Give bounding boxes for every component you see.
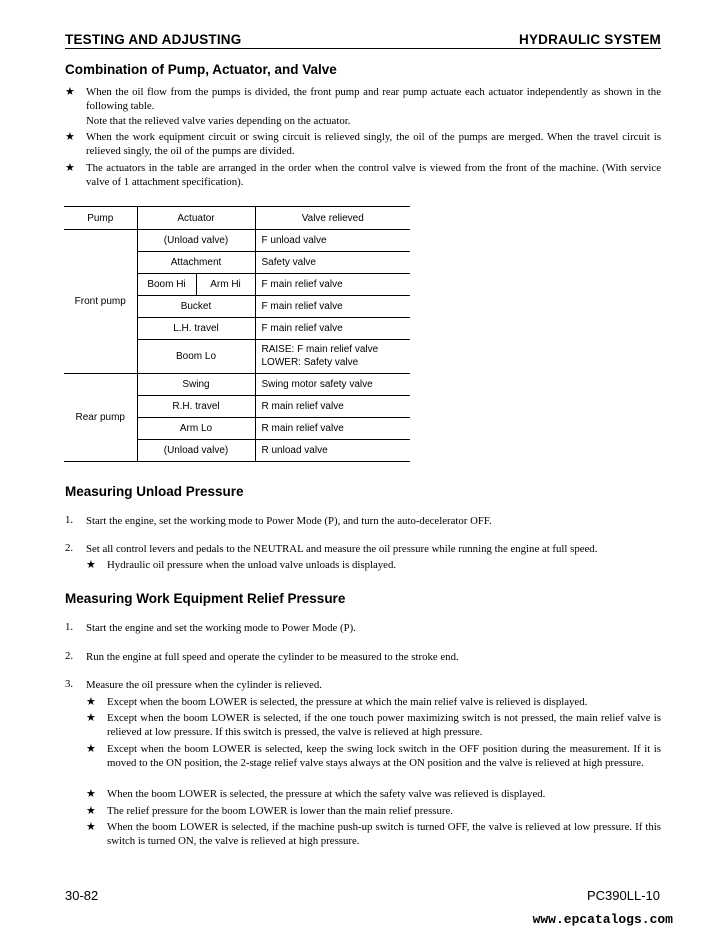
valve-cell: RAISE: F main relief valve LOWER: Safety valve <box>255 340 410 374</box>
note-text: Except when the boom LOWER is selected, keep the swing lock switch in the OFF position during the measurement. If it is moved to the ON position, the 2-stage relief valve stays always at the ON position and the valve is relieved at high pressure. <box>107 743 661 770</box>
front-pump-cell: Front pump <box>64 230 137 374</box>
valve-cell: Swing motor safety valve <box>255 374 410 396</box>
actuator-cell: (Unload valve) <box>137 230 255 252</box>
step-number: 1. <box>65 621 74 633</box>
actuator-cell: Attachment <box>137 252 255 274</box>
valve-cell: F main relief valve <box>255 318 410 340</box>
page-header <box>65 32 661 49</box>
note-text: Except when the boom LOWER is selected, if the one touch power maximizing switch is not pressed, the main relief valve is relieved at low pressure. If this switch is pressed, the valve is relieved at high pressure. <box>107 712 661 739</box>
star-icon: ★ <box>86 696 96 708</box>
valve-cell: F unload valve <box>255 230 410 252</box>
step-text: Start the engine and set the working mode to Power Mode (P). <box>86 622 356 634</box>
header-left: TESTING AND ADJUSTING <box>65 32 242 47</box>
model-number: PC390LL-10 <box>587 888 660 903</box>
watermark: www.epcatalogs.com <box>532 912 673 927</box>
valve-cell: R unload valve <box>255 440 410 462</box>
table-header: Actuator <box>137 207 255 230</box>
actuator-cell: R.H. travel <box>137 396 255 418</box>
note-text: Hydraulic oil pressure when the unload valve unloads is displayed. <box>107 559 397 571</box>
actuator-cell: (Unload valve) <box>137 440 255 462</box>
valve-cell: R main relief valve <box>255 418 410 440</box>
section-title-unload: Measuring Unload Pressure <box>65 484 244 499</box>
star-icon: ★ <box>65 162 75 174</box>
star-icon: ★ <box>65 131 75 143</box>
actuator-cell: Arm Hi <box>196 274 255 296</box>
star-icon: ★ <box>86 805 96 817</box>
step-number: 3. <box>65 678 74 690</box>
step-text: Measure the oil pressure when the cylinder is relieved. <box>86 679 322 691</box>
bullet-text: When the work equipment circuit or swing circuit is relieved singly, the oil of the pumps are merged. When the travel circuit is relieved singly, the oil of the pumps are divided. <box>86 131 661 158</box>
valve-cell: F main relief valve <box>255 296 410 318</box>
pump-actuator-valve-table <box>64 206 410 462</box>
note-text: When the boom LOWER is selected, if the machine push-up switch is turned OFF, the valve is relieved at low pressure. If this switch is turned ON, the valve is relieved at high pressure. <box>107 821 661 848</box>
actuator-cell: Swing <box>137 374 255 396</box>
step-number: 2. <box>65 650 74 662</box>
step-number: 2. <box>65 542 74 554</box>
note-text: The relief pressure for the boom LOWER is lower than the main relief pressure. <box>107 805 453 817</box>
bullet-text: The actuators in the table are arranged in the order when the control valve is viewed from the front of the machine. (With service valve of 1 attachment specification). <box>86 162 661 189</box>
bullet-text: When the oil flow from the pumps is divided, the front pump and rear pump actuate each actuator independently as shown in the following table. Note that the relieved valve varies depending on the actuator. <box>86 86 661 127</box>
step-text: Start the engine, set the working mode to Power Mode (P), and turn the auto-decelerator OFF. <box>86 515 492 527</box>
star-icon: ★ <box>86 821 96 833</box>
actuator-cell: Boom Hi <box>137 274 196 296</box>
valve-cell: F main relief valve <box>255 274 410 296</box>
star-icon: ★ <box>65 86 75 98</box>
table-row <box>64 374 410 396</box>
table-row <box>64 230 410 252</box>
actuator-cell: L.H. travel <box>137 318 255 340</box>
rear-pump-cell: Rear pump <box>64 374 137 462</box>
valve-cell: R main relief valve <box>255 396 410 418</box>
section-title-combination: Combination of Pump, Actuator, and Valve <box>65 62 337 77</box>
star-icon: ★ <box>86 559 96 571</box>
actuator-cell: Boom Lo <box>137 340 255 374</box>
note-text: Except when the boom LOWER is selected, the pressure at which the main relief valve is relieved is displayed. <box>107 696 588 708</box>
step-number: 1. <box>65 514 74 526</box>
star-icon: ★ <box>86 743 96 755</box>
note-text: When the boom LOWER is selected, the pressure at which the safety valve was relieved is displayed. <box>107 788 546 800</box>
table-header: Pump <box>64 207 137 230</box>
actuator-cell: Bucket <box>137 296 255 318</box>
star-icon: ★ <box>86 712 96 724</box>
step-text: Set all control levers and pedals to the NEUTRAL and measure the oil pressure while running the engine at full speed. <box>86 543 598 555</box>
header-right: HYDRAULIC SYSTEM <box>519 32 661 47</box>
star-icon: ★ <box>86 788 96 800</box>
step-text: Run the engine at full speed and operate the cylinder to be measured to the stroke end. <box>86 651 459 663</box>
table-header: Valve relieved <box>255 207 410 230</box>
page-number: 30-82 <box>65 888 99 903</box>
actuator-cell: Arm Lo <box>137 418 255 440</box>
valve-cell: Safety valve <box>255 252 410 274</box>
section-title-relief: Measuring Work Equipment Relief Pressure <box>65 591 346 606</box>
